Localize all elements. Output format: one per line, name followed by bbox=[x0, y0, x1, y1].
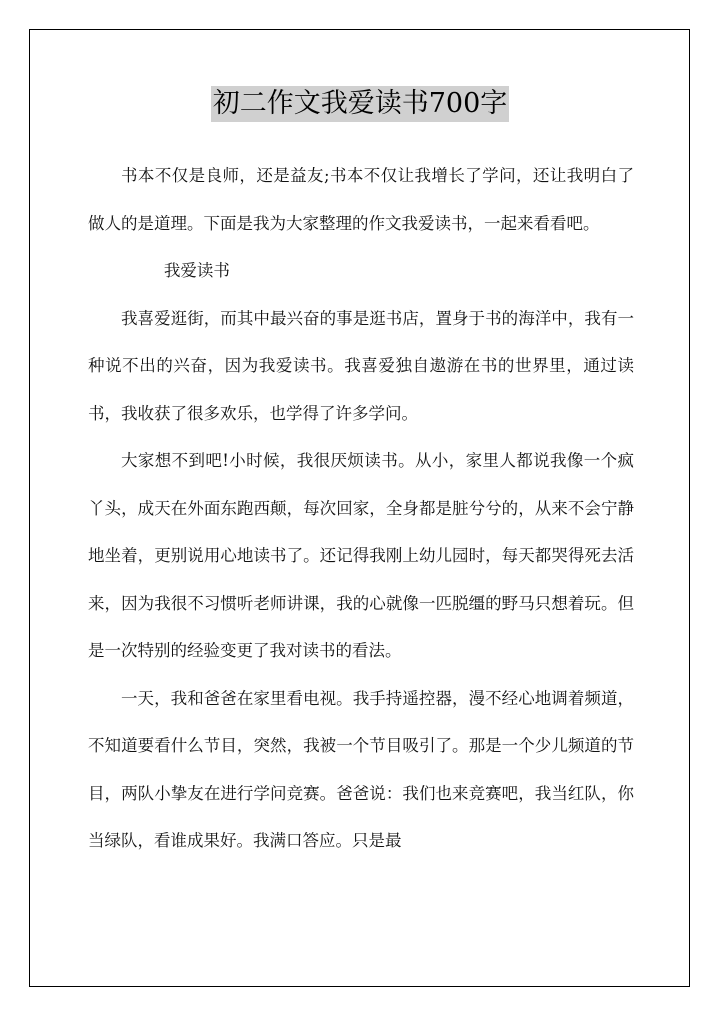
document-title: 初二作文我爱读书700字 bbox=[211, 86, 510, 122]
title-container bbox=[0, 86, 720, 122]
body-paragraph-3: 一天，我和爸爸在家里看电视。我手持遥控器，漫不经心地调着频道，不知道要看什么节目，突然，我被一个节目吸引了。那是一个少儿频道的节目，两队小挚友在进行学问竞赛。爸爸说：我们也来竞赛吧，我当红队，你当绿队，看谁成果好。我满口答应。只是最 bbox=[88, 688, 634, 850]
intro-paragraph: 书本不仅是良师，还是益友;书本不仅让我增长了学问，还让我明白了做人的是道理。下面是我为大家整理的作文我爱读书，一起来看看吧。 bbox=[88, 166, 634, 233]
body-paragraph-1: 我喜爱逛街，而其中最兴奋的事是逛书店，置身于书的海洋中，我有一种说不出的兴奋，因为我爱读书。我喜爱独自遨游在书的世界里，通过读书，我收获了很多欢乐，也学得了许多学问。 bbox=[88, 308, 634, 423]
document-body bbox=[88, 152, 634, 865]
section-heading: 我爱读书 bbox=[163, 261, 230, 280]
body-paragraph-2: 大家想不到吧!小时候，我很厌烦读书。从小，家里人都说我像一个疯丫头，成天在外面东跑西颠，每次回家，全身都是脏兮兮的，从来不会宁静地坐着，更别说用心地读书了。还记得我刚上幼儿园时，每天都哭得死去活来，因为我很不习惯听老师讲课，我的心就像一匹脱缰的野马只想着玩。但是一次特别的经验变更了我对读书的看法。 bbox=[88, 451, 634, 660]
